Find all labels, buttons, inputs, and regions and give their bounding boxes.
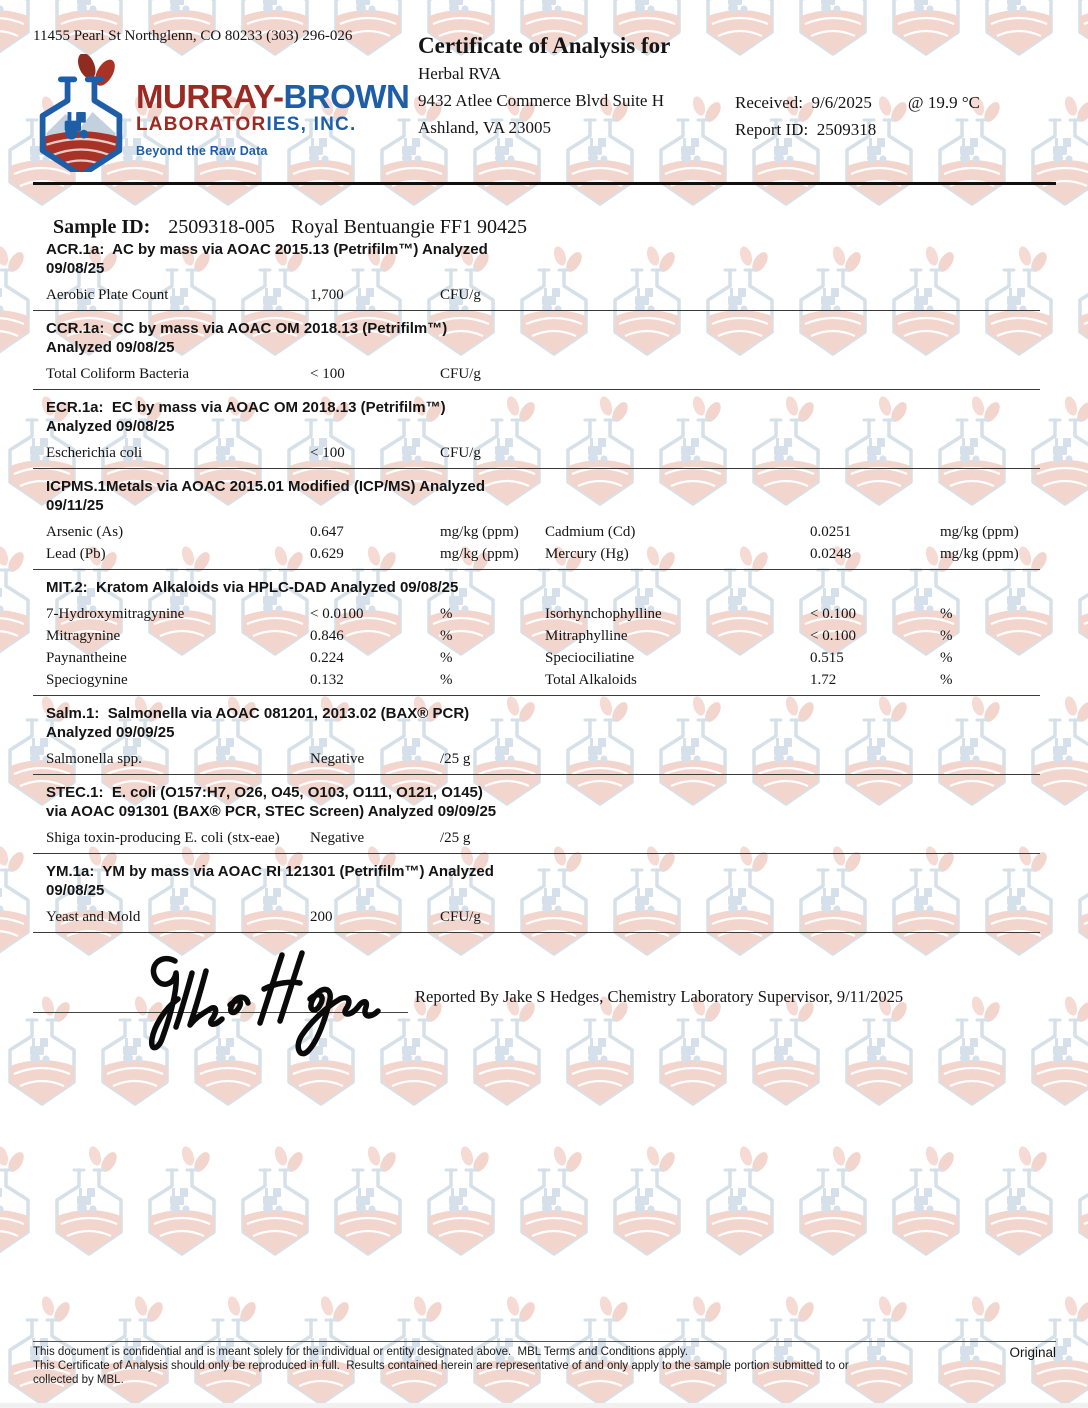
section-title-line: STEC.1: E. coli (O157:H7, O26, O45, O103, O111, O121, O145) <box>46 784 483 801</box>
section-title-line: YM.1a: YM by mass via AOAC RI 121301 (Petrifilm™) Analyzed <box>46 863 494 880</box>
section-divider <box>33 569 1040 570</box>
result-row <box>33 442 1040 464</box>
certificate-title: Certificate of Analysis for <box>418 33 671 58</box>
result-units: /25 g <box>440 830 471 846</box>
sample-id-value: 2509318-005 <box>168 216 275 238</box>
result-value: < 0.100 <box>810 606 856 622</box>
flask-icon <box>33 54 129 172</box>
result-value: 1,700 <box>310 287 344 303</box>
lab-tagline: Beyond the Raw Data <box>136 144 268 158</box>
report-id-label: Report ID: <box>735 120 809 139</box>
section-title-line: ECR.1a: EC by mass via AOAC OM 2018.13 (Petrifilm™) <box>46 399 446 416</box>
received-temp: @ 19.9 °C <box>907 93 980 112</box>
section-divider <box>33 932 1040 933</box>
result-units: CFU/g <box>440 445 481 461</box>
section-title <box>33 240 1040 278</box>
result-units: mg/kg (ppm) <box>440 546 519 562</box>
analyte-name: Mitraphylline <box>545 628 628 644</box>
footer-disclaimer-1: This document is confidential and is meant solely for the individual or entity designated above. MBL Terms and Conditions apply. <box>33 1346 689 1358</box>
result-units: mg/kg (ppm) <box>940 524 1019 540</box>
test-section <box>33 319 1040 390</box>
section-divider <box>33 389 1040 390</box>
analyte-name: Isorhynchophylline <box>545 606 662 622</box>
section-divider <box>33 853 1040 854</box>
result-value: 200 <box>310 909 333 925</box>
result-units: % <box>440 672 453 688</box>
section-title-line: Analyzed 09/09/25 <box>46 724 175 741</box>
result-row <box>33 603 1040 625</box>
result-units: % <box>440 628 453 644</box>
section-title-line: Salm.1: Salmonella via AOAC 081201, 2013.02 (BAX® PCR) <box>46 705 470 722</box>
client-address-1: 9432 Atlee Commerce Blvd Suite H <box>418 91 664 110</box>
result-value: 0.132 <box>310 672 344 688</box>
result-units: CFU/g <box>440 287 481 303</box>
analyte-name: Speciogynine <box>46 672 128 688</box>
result-units: mg/kg (ppm) <box>440 524 519 540</box>
received-date: 9/6/2025 <box>811 93 872 112</box>
section-title <box>33 398 1040 436</box>
lab-subname <box>136 114 409 136</box>
test-section <box>33 862 1040 933</box>
footer-disclaimer <box>33 1345 893 1387</box>
analyte-name: Total Coliform Bacteria <box>46 366 190 382</box>
lab-name-part1: MURRAY- <box>136 78 284 115</box>
result-value: Negative <box>310 751 365 767</box>
result-row <box>33 906 1040 928</box>
section-divider <box>33 468 1040 469</box>
analyte-name: Yeast and Mold <box>46 909 141 925</box>
section-title-line: MIT.2: Kratom Alkaloids via HPLC-DAD Analyzed 09/08/25 <box>46 579 459 596</box>
result-value: < 0.0100 <box>310 606 364 622</box>
analyte-name: Total Alkaloids <box>545 672 637 688</box>
lab-logo <box>33 52 410 170</box>
section-divider <box>33 310 1040 311</box>
analyte-name: Cadmium (Cd) <box>545 524 636 540</box>
section-title-line: CCR.1a: CC by mass via AOAC OM 2018.13 (Petrifilm™) <box>46 320 448 337</box>
result-units: /25 g <box>440 751 471 767</box>
section-title <box>33 477 1040 515</box>
result-units: CFU/g <box>440 909 481 925</box>
test-section <box>33 477 1040 570</box>
result-value: 0.846 <box>310 628 344 644</box>
received-row <box>735 89 980 116</box>
title-block <box>418 32 670 141</box>
result-units: % <box>940 628 953 644</box>
section-title-line: via AOAC 091301 (BAX® PCR, STEC Screen) Analyzed 09/09/25 <box>46 803 497 820</box>
result-value: 0.0251 <box>810 524 852 540</box>
section-title <box>33 319 1040 357</box>
analyte-name: Lead (Pb) <box>46 546 106 562</box>
lab-subname-part1: LABORATOR <box>136 114 267 135</box>
section-title <box>33 862 1040 900</box>
sample-name: Royal Bentuangie FF1 90425 <box>290 216 528 238</box>
page-bottom-edge <box>0 1403 1088 1408</box>
section-divider <box>33 774 1040 775</box>
footer-divider <box>33 1341 1056 1342</box>
section-title <box>33 578 1040 597</box>
footer-disclaimer-2: This Certificate of Analysis should only be reproduced in full. Results contained herein are representative of and only apply to the sample portion submitted to or collected by MBL. <box>33 1360 852 1386</box>
result-row <box>33 827 1040 849</box>
analyte-name: Aerobic Plate Count <box>46 287 169 303</box>
result-row <box>33 647 1040 669</box>
result-value: 0.0248 <box>810 546 852 562</box>
result-value: Negative <box>310 830 365 846</box>
section-title <box>33 783 1040 821</box>
test-section <box>33 578 1040 696</box>
result-row <box>33 543 1040 565</box>
section-title-line: Analyzed 09/08/25 <box>46 418 175 435</box>
test-section <box>33 704 1040 775</box>
analyte-name: Mitragynine <box>46 628 121 644</box>
section-title-line: 09/08/25 <box>46 260 105 277</box>
result-value: < 0.100 <box>810 628 856 644</box>
result-value: 0.224 <box>310 650 344 666</box>
client-address-2: Ashland, VA 23005 <box>418 118 552 137</box>
analyte-name: Speciociliatine <box>545 650 635 666</box>
lab-address: 11455 Pearl St Northglenn, CO 80233 (303) 296-026 <box>33 28 353 44</box>
result-units: % <box>940 606 953 622</box>
result-value: 0.647 <box>310 524 344 540</box>
result-row <box>33 625 1040 647</box>
signature-area <box>0 935 1088 1055</box>
lab-name <box>136 80 409 114</box>
header-divider <box>33 182 1056 185</box>
analyte-name: Escherichia coli <box>46 445 143 461</box>
result-row <box>33 748 1040 770</box>
result-units: % <box>440 606 453 622</box>
test-section <box>33 240 1040 311</box>
client-name: Herbal RVA <box>418 64 501 83</box>
meta-block <box>735 89 980 143</box>
analyte-name: Paynantheine <box>46 650 127 666</box>
analyte-name: 7-Hydroxymitragynine <box>46 606 185 622</box>
result-units: % <box>940 672 953 688</box>
result-value: 0.515 <box>810 650 844 666</box>
copy-type-label: Original <box>1009 1345 1056 1360</box>
test-section <box>33 783 1040 854</box>
result-units: % <box>940 650 953 666</box>
received-label: Received: <box>735 93 803 112</box>
result-row <box>33 284 1040 306</box>
result-value: < 100 <box>310 366 345 382</box>
lab-subname-part2: IES, INC. <box>266 114 357 135</box>
result-row <box>33 363 1040 385</box>
section-title-line: ICPMS.1Metals via AOAC 2015.01 Modified (ICP/MS) Analyzed <box>46 478 485 495</box>
section-title <box>33 704 1040 742</box>
test-sections <box>33 232 1040 933</box>
lab-name-part2: BROWN <box>283 78 410 115</box>
analyte-name: Arsenic (As) <box>46 524 124 540</box>
result-units: % <box>440 650 453 666</box>
section-title-line: Analyzed 09/08/25 <box>46 339 175 356</box>
result-units: CFU/g <box>440 366 481 382</box>
result-units: mg/kg (ppm) <box>940 546 1019 562</box>
sample-id-label: Sample ID: <box>53 216 151 238</box>
result-value: 0.629 <box>310 546 344 562</box>
analyte-name: Shiga toxin-producing E. coli (stx-eae) <box>46 830 280 846</box>
section-title-line: 09/11/25 <box>46 497 104 514</box>
result-row <box>33 669 1040 691</box>
result-row <box>33 521 1040 543</box>
result-value: 1.72 <box>810 672 837 688</box>
test-section <box>33 398 1040 469</box>
analyte-name: Mercury (Hg) <box>545 546 629 562</box>
report-id-value: 2509318 <box>816 120 877 139</box>
signature-image <box>100 943 390 1061</box>
section-divider <box>33 695 1040 696</box>
result-value: < 100 <box>310 445 345 461</box>
reported-by-text: Reported By Jake S Hedges, Chemistry Laboratory Supervisor, 9/11/2025 <box>415 987 904 1006</box>
analyte-name: Salmonella spp. <box>46 751 142 767</box>
report-id-row <box>735 116 980 143</box>
section-title-line: 09/08/25 <box>46 882 105 899</box>
section-title-line: ACR.1a: AC by mass via AOAC 2015.13 (Petrifilm™) Analyzed <box>46 241 488 258</box>
